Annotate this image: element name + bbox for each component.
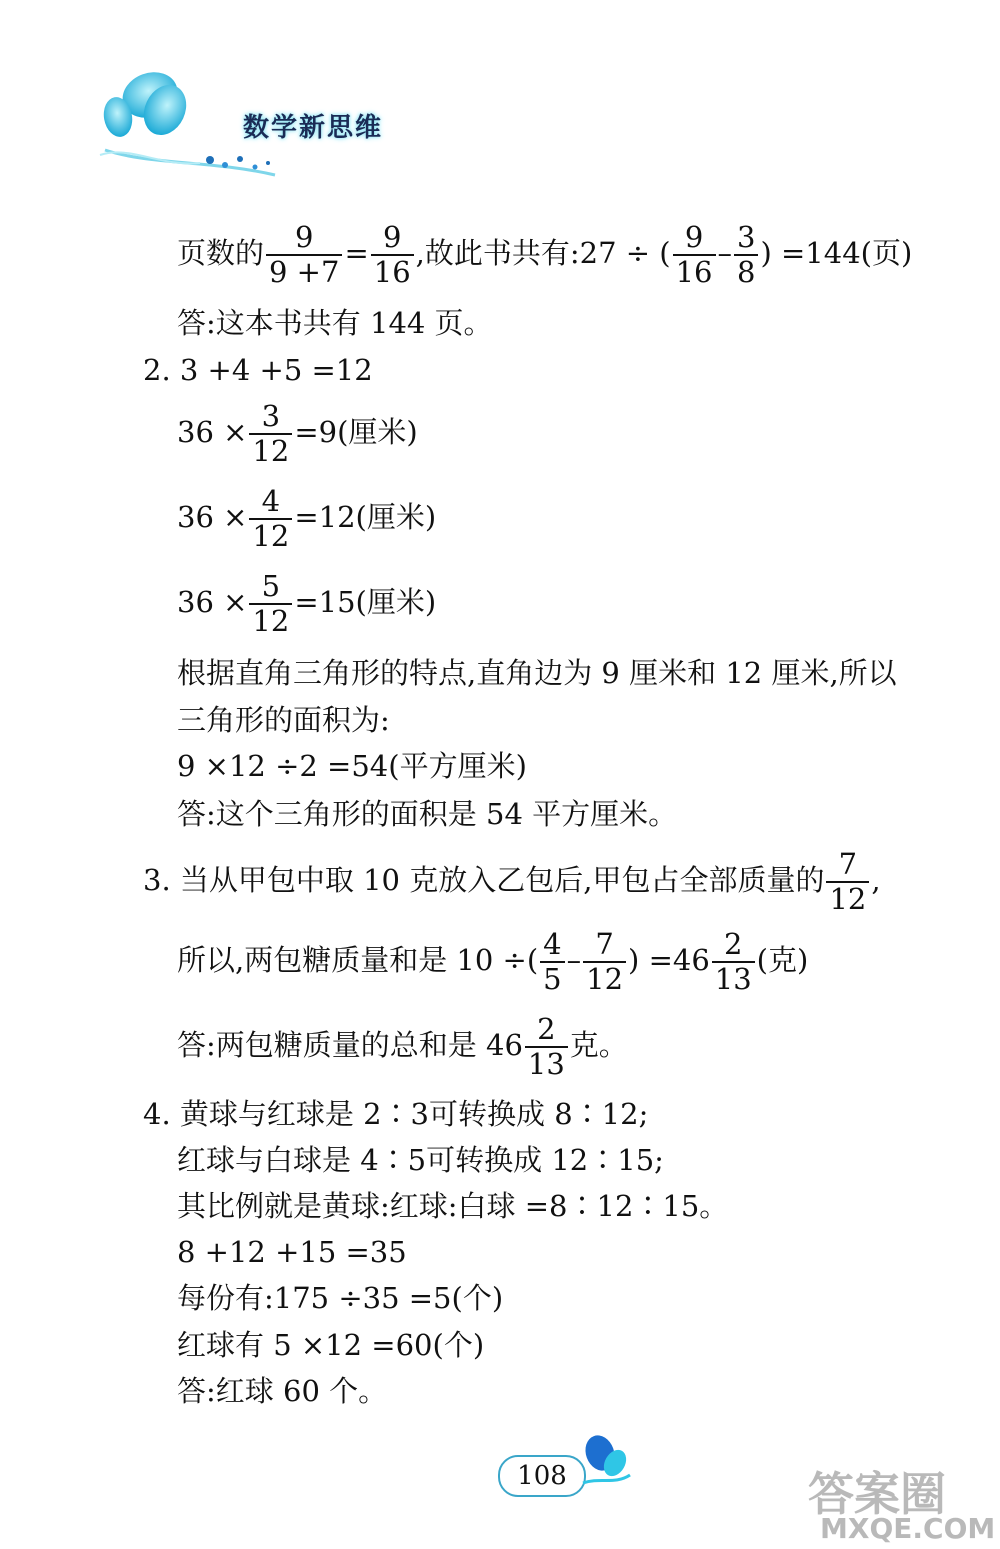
fraction: $\frac{3}{8}$ — [734, 221, 758, 289]
page-header-title: 数学新思维 — [243, 113, 384, 143]
fraction: $\frac{2}{13}$ — [525, 1013, 568, 1081]
q4-line-1: 4. 黄球与红球是 2∶3可转换成 8∶12; — [143, 1097, 649, 1131]
watermark-logo: 答案圈 — [808, 1467, 946, 1521]
q1-answer: 答:这本书共有 144 页。 — [177, 306, 493, 340]
q1-calc-line: 页数的 $\frac{9}{9 +7}$ = $\frac{9}{16}$ ,故此书共有:27 ÷ ( $\frac{9}{16}$ – $\frac{3}{8}$ ) =144(页) — [177, 220, 913, 289]
q3-line1: 3. 当从甲包中取 10 克放入乙包后,甲包占全部质量的 $\frac{7}{12}$ , — [143, 847, 881, 916]
fraction: $\frac{9}{16}$ — [673, 221, 716, 289]
q4-line-6: 红球有 5 ×12 =60(个) — [177, 1328, 485, 1362]
q4-line-3: 其比例就是黄球:红球:白球 =8∶12∶15。 — [177, 1189, 729, 1223]
page-number: 108 — [498, 1455, 586, 1497]
q4-line-5: 每份有:175 ÷35 =5(个) — [177, 1281, 504, 1315]
watermark-url: MXQE.COM — [820, 1512, 996, 1545]
q1-prefix: 页数的 — [177, 236, 265, 270]
q2-line1: 2. 3 +4 +5 =12 — [143, 353, 373, 387]
q2-row-3: 36 × $\frac{5}{12}$ =15(厘米) — [177, 569, 437, 638]
fraction: $\frac{7}{12}$ — [583, 928, 626, 996]
fraction: $\frac{4}{12}$ — [249, 485, 292, 553]
q3-answer: 答:两包糖质量的总和是 46 $\frac{2}{13}$ 克。 — [177, 1012, 628, 1081]
flower-icon — [575, 1425, 635, 1490]
q4-line-7: 答:红球 60 个。 — [177, 1374, 388, 1408]
q2-row-1: 36 × $\frac{3}{12}$ =9(厘米) — [177, 399, 418, 468]
fraction: $\frac{5}{12}$ — [249, 570, 292, 638]
fraction: $\frac{2}{13}$ — [712, 928, 755, 996]
fraction: $\frac{9}{16}$ — [371, 221, 414, 289]
fraction: $\frac{9}{9 +7}$ — [266, 221, 342, 289]
q4-line-2: 红球与白球是 4∶5可转换成 12∶15; — [177, 1143, 664, 1177]
q3-line2: 所以,两包糖质量和是 10 ÷( $\frac{4}{5}$ – $\frac{7}{12}$ ) =46 $\frac{2}{13}$ (克) — [177, 927, 809, 996]
q2-text-2: 三角形的面积为: — [177, 703, 390, 737]
fraction: $\frac{3}{12}$ — [249, 400, 292, 468]
q2-text-1: 根据直角三角形的特点,直角边为 9 厘米和 12 厘米,所以 — [177, 656, 897, 690]
fraction: $\frac{4}{5}$ — [540, 928, 564, 996]
q2-row-2: 36 × $\frac{4}{12}$ =12(厘米) — [177, 484, 437, 553]
q4-line-4: 8 +12 +15 =35 — [177, 1235, 407, 1269]
fraction: $\frac{7}{12}$ — [826, 848, 869, 916]
page-number-decoration — [575, 1425, 635, 1494]
q2-calc: 9 ×12 ÷2 =54(平方厘米) — [177, 749, 527, 783]
q2-answer: 答:这个三角形的面积是 54 平方厘米。 — [177, 797, 678, 831]
